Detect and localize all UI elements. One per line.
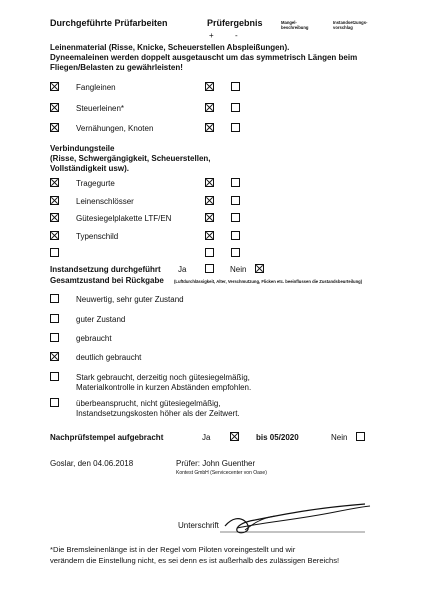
line-item-plus-checkbox[interactable] [205, 82, 214, 91]
line-item-minus-checkbox[interactable] [231, 82, 240, 91]
place-date: Goslar, den 04.06.2018 [50, 459, 134, 468]
line-item-minus-checkbox[interactable] [231, 123, 240, 132]
condition-option-label [76, 399, 240, 419]
repair-label: Instandsetzung durchgeführt [50, 265, 161, 274]
connector-item-minus-checkbox[interactable] [231, 231, 240, 240]
condition-note: (Luftdurchlässigkeit, Alter, Verschmutzung, Flicken etc. beeinflussen die Zustandsbeurteilung) [174, 279, 363, 284]
condition-option-label [76, 373, 251, 393]
connector-item-plus-checkbox[interactable] [205, 178, 214, 187]
line-material-heading [50, 43, 357, 73]
repair-ja-checkbox[interactable] [205, 264, 214, 273]
connectors-heading-line: (Risse, Schwergängigkeit, Scheuerstellen, [50, 154, 211, 163]
condition-option-label [76, 334, 112, 344]
connector-item-checkbox[interactable] [50, 196, 59, 205]
condition-option-checkbox[interactable] [50, 333, 59, 342]
connector-item-label: Gütesiegelplakette LTF/EN [76, 214, 172, 223]
condition-option-label [76, 295, 184, 305]
line-item-checkbox[interactable] [50, 123, 59, 132]
condition-option-checkbox[interactable] [50, 372, 59, 381]
connectors-heading [50, 144, 211, 174]
condition-title: Gesamtzustand bei Rückgabe [50, 276, 164, 285]
condition-option-line: Materialkontrolle in kurzen Abständen empfohlen. [76, 383, 252, 392]
stamp-valid-until: bis 05/2020 [256, 433, 299, 442]
line-item-checkbox[interactable] [50, 82, 59, 91]
connector-item-minus-checkbox[interactable] [231, 213, 240, 222]
minus-column-label: - [235, 31, 238, 40]
condition-option-line: guter Zustand [76, 315, 126, 324]
footnote-line: verändern die Einstellung nicht, es sei denn es ist außerhalb des zulässigen Bereichs! [50, 556, 340, 565]
line-item-label: Steuerleinen* [76, 103, 125, 113]
connector-item-minus-checkbox[interactable] [231, 248, 240, 257]
inspector-company: Kontest GmbH (Servicecenter von Oase) [176, 470, 267, 476]
connector-item-checkbox[interactable] [50, 231, 59, 240]
footnote-line: *Die Bremsleinenlänge ist in der Regel vom Piloten voreingestellt und wir [50, 545, 296, 554]
line-material-heading-line: Dyneemaleinen werden doppelt ausgetauscht um das symmetrisch Längen beim [50, 53, 358, 62]
connector-item-plus-checkbox[interactable] [205, 196, 214, 205]
connector-item-plus-checkbox[interactable] [205, 248, 214, 257]
line-item-label: Fangleinen [76, 83, 116, 92]
connector-item-checkbox[interactable] [50, 178, 59, 187]
condition-option-checkbox[interactable] [50, 294, 59, 303]
stamp-nein-label: Nein [331, 433, 348, 442]
stamp-ja-checkbox[interactable] [230, 432, 239, 441]
condition-option-line: Instandsetzungskosten höher als der Zeitwert. [76, 409, 240, 418]
line-item-plus-checkbox[interactable] [205, 103, 214, 112]
inspector-name: Prüfer: John Guenther [176, 459, 256, 468]
connector-item-plus-checkbox[interactable] [205, 213, 214, 222]
line-material-heading-line: Fliegen/Belasten zu gewährleisten! [50, 63, 183, 72]
condition-option-line: überbeansprucht, nicht gütesiegelmäßig, [76, 399, 221, 408]
connector-item-plus-checkbox[interactable] [205, 231, 214, 240]
connector-item-label: Typenschild [76, 231, 119, 241]
condition-option-checkbox[interactable] [50, 314, 59, 323]
repair-nein-label: Nein [230, 265, 247, 274]
connector-item-label: Leinenschlösser [76, 196, 134, 206]
connector-item-minus-checkbox[interactable] [231, 196, 240, 205]
condition-option-checkbox[interactable] [50, 352, 59, 361]
connectors-heading-line: Vollständigkeit usw). [50, 164, 129, 173]
connector-item-label: Tragegurte [76, 179, 115, 188]
line-item-minus-checkbox[interactable] [231, 103, 240, 112]
connector-item-minus-checkbox[interactable] [231, 178, 240, 187]
line-item-checkbox[interactable] [50, 103, 59, 112]
condition-option-label [76, 315, 125, 325]
stamp-nein-checkbox[interactable] [356, 432, 365, 441]
connectors-heading-line: Verbindungsteile [50, 144, 115, 153]
line-item-label: Vernähungen, Knoten [76, 124, 154, 133]
line-item-plus-checkbox[interactable] [205, 123, 214, 132]
header-work-label: Durchgeführte Prüfarbeiten [50, 18, 168, 28]
footnote [50, 544, 339, 566]
repair-ja-label: Ja [178, 265, 187, 274]
header-defect-label: Mangel-beschreibung [281, 20, 309, 30]
stamp-ja-label: Ja [202, 433, 211, 442]
repair-nein-checkbox[interactable] [255, 264, 264, 273]
condition-option-label [76, 353, 141, 363]
condition-option-line: Neuwertig, sehr guter Zustand [76, 295, 184, 304]
line-material-heading-line: Leinenmaterial (Risse, Knicke, Scheuerstellen Abspleißungen). [50, 43, 290, 52]
condition-option-checkbox[interactable] [50, 398, 59, 407]
condition-option-line: deutlich gebraucht [76, 353, 142, 362]
condition-option-line: gebraucht [76, 334, 112, 343]
header-result-label: Prüfergebnis [207, 18, 263, 28]
stamp-label: Nachprüfstempel aufgebracht [50, 433, 164, 442]
signature-scribble [215, 498, 375, 538]
condition-option-line: Stark gebraucht, derzeitig noch gütesiegelmäßig, [76, 373, 250, 382]
connector-item-checkbox[interactable] [50, 213, 59, 222]
connector-item-checkbox[interactable] [50, 248, 59, 257]
signature-label: Unterschrift [178, 521, 219, 530]
header-repair-label: Instandsetzungs-vorschlag [333, 20, 368, 30]
plus-column-label: + [209, 31, 214, 40]
